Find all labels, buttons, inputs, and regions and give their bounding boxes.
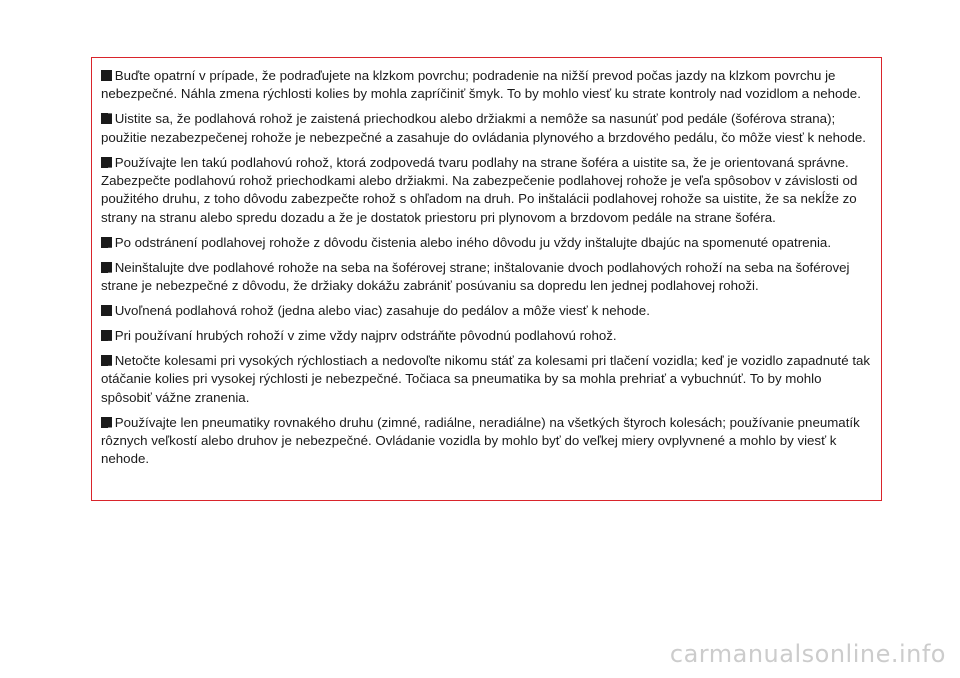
warning-text: Netočte kolesami pri vysokých rýchlostiach a nedovoľte nikomu stáť za kolesami pri tlačení vozidla; keď je vozidlo zapadnuté tak otáčanie kolies pri vysokej rýchlosti je nebezpečné. Točiaca sa pneumatika by sa mohla prehriať a vybuchnúť. To by mohlo spôsobiť vážne zranenia. (101, 352, 871, 405)
warning-item (101, 414, 873, 469)
warning-text: Pri používaní hrubých rohoží v zime vždy najprv odstráňte pôvodnú podlahovú rohož. (114, 327, 617, 343)
warning-item (101, 352, 873, 407)
warning-text: Neinštalujte dve podlahové rohože na seba na šoférovej strane; inštalovanie dvoch podlahových rohoží na seba na šoférovej strane je nebezpečné z dôvodu, že držiaky dokážu zabrániť posúvaniu sa dopredu len jednej podlahovej rohoži. (101, 259, 850, 294)
warning-item (101, 67, 873, 104)
bullet-square-icon (101, 237, 108, 248)
bullet-square-icon (101, 355, 108, 366)
bullet-square-icon (101, 305, 108, 316)
bullet-square-icon (101, 330, 108, 341)
warning-item (101, 259, 873, 296)
site-watermark: carmanualsonline.info (669, 640, 946, 668)
warning-item (101, 234, 873, 252)
bullet-square-icon (101, 113, 108, 124)
bullet-square-icon (101, 157, 108, 168)
bullet-square-icon (101, 262, 108, 273)
warning-text: Po odstránení podlahovej rohože z dôvodu čistenia alebo iného dôvodu ju vždy inštalujte dbajúc na spomenuté opatrenia. (114, 234, 832, 250)
warning-text: Používajte len takú podlahovú rohož, ktorá zodpovedá tvaru podlahy na strane šoféra a uistite sa, že je orientovaná správne. Zabezpečte podlahovú rohož priechodkami alebo držiakmi. Na zabezpečenie podlahovej rohože je veľa spôsobov v závislosti od použitého druhu, z toho dôvodu zabezpečte rohož s ohľadom na druh. Po inštalácii podlahovej rohože sa uistite, že sa nekĺže zo strany na stranu alebo spredu dozadu a že je dostatok priestoru pri plynovom a brzdovom pedále na strane šoféra. (101, 154, 858, 225)
warning-text: Uistite sa, že podlahová rohož je zaistená priechodkou alebo držiakmi a nemôže sa nasunúť pod pedále (šoférova strana); použitie nezabezpečenej rohože je nebezpečné a zasahuje do ovládania plynového a brzdového pedálu, čo môže viesť k nehode. (101, 111, 866, 145)
warning-text: Používajte len pneumatiky rovnakého druhu (zimné, radiálne, neradiálne) na všetkých štyroch kolesách; používanie pneumatík rôznych veľkostí alebo druhov je nebezpečné. Ovládanie vozidla by mohlo byť do veľkej miery ovplyvnené a mohlo by viesť k nehode. (101, 414, 860, 467)
warning-item (101, 302, 873, 320)
warning-item (101, 154, 873, 228)
warning-item (101, 110, 873, 147)
warning-box (91, 57, 882, 501)
bullet-square-icon (101, 417, 108, 428)
warning-text: Buďte opatrní v prípade, že podraďujete na klzkom povrchu; podradenie na nižší prevod počas jazdy na klzkom povrchu je nebezpečné. Náhla zmena rýchlosti kolies by mohla zapríčiniť šmyk. To by mohlo viesť ku strate kontroly nad vozidlom a nehode. (101, 68, 861, 102)
warning-text: Uvoľnená podlahová rohož (jedna alebo viac) zasahuje do pedálov a môže viesť k nehode. (114, 302, 650, 318)
warning-item (101, 327, 873, 345)
bullet-square-icon (101, 70, 108, 81)
